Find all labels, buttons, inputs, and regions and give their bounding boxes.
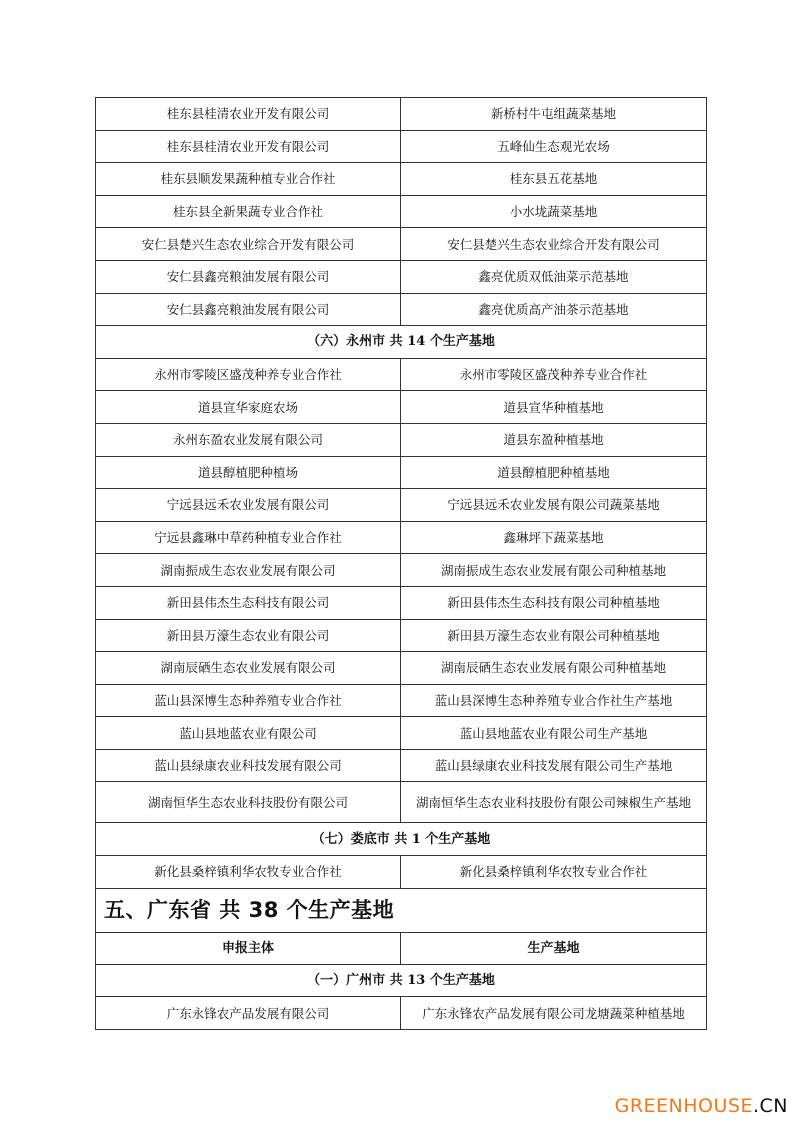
applicant-cell: 蓝山县地蓝农业有限公司 [96,717,401,750]
applicant-cell: 安仁县鑫亮粮油发展有限公司 [96,260,401,293]
table-row [96,521,707,554]
table-row [96,997,707,1030]
applicant-cell: 新化县桑梓镇利华农牧专业合作社 [96,856,401,889]
applicant-cell: 安仁县鑫亮粮油发展有限公司 [96,293,401,326]
applicant-cell: 蓝山县绿康农业科技发展有限公司 [96,749,401,782]
base-cell: 道县宣华种植基地 [401,391,707,424]
rows-top [96,98,707,326]
table-row [96,163,707,196]
base-cell: 湖南振成生态农业发展有限公司种植基地 [401,554,707,587]
applicant-cell: 桂东县全新果蔬专业合作社 [96,195,401,228]
base-cell: 湖南辰硒生态农业发展有限公司种植基地 [401,652,707,685]
table-row [96,856,707,889]
base-cell: 新田县万濠生态农业有限公司种植基地 [401,619,707,652]
base-cell: 鑫琳坪下蔬菜基地 [401,521,707,554]
loudi-section [96,823,707,888]
table-row [96,554,707,587]
table-row [96,98,707,131]
base-cell: 鑫亮优质双低油菜示范基地 [401,260,707,293]
base-cell: 五峰仙生态观光农场 [401,130,707,163]
column-header-row [96,932,707,964]
section-title: （七）娄底市 共 1 个生产基地 [96,823,707,856]
table-row [96,195,707,228]
table-row [96,717,707,750]
applicant-cell: 湖南恒华生态农业科技股份有限公司 [96,782,401,823]
applicant-cell: 湖南振成生态农业发展有限公司 [96,554,401,587]
base-cell: 新化县桑梓镇利华农牧专业合作社 [401,856,707,889]
table-row [96,619,707,652]
table-row [96,489,707,522]
table-row [96,228,707,261]
base-cell: 安仁县楚兴生态农业综合开发有限公司 [401,228,707,261]
table-row [96,684,707,717]
base-cell: 新田县伟杰生态科技有限公司种植基地 [401,586,707,619]
base-cell: 道县醇植肥种植基地 [401,456,707,489]
table-row [96,456,707,489]
applicant-cell: 蓝山县深博生态种养殖专业合作社 [96,684,401,717]
column-header-applicant: 申报主体 [96,932,401,964]
base-cell: 桂东县五花基地 [401,163,707,196]
table-row [96,358,707,391]
applicant-cell: 安仁县楚兴生态农业综合开发有限公司 [96,228,401,261]
table-row [96,293,707,326]
base-cell: 永州市零陵区盛茂种养专业合作社 [401,358,707,391]
base-cell: 蓝山县地蓝农业有限公司生产基地 [401,717,707,750]
base-cell: 鑫亮优质高产油茶示范基地 [401,293,707,326]
table-row [96,423,707,456]
yongzhou-section [96,326,707,823]
table-row [96,652,707,685]
table-row [96,260,707,293]
section-header-loudi [96,823,707,856]
column-header-base: 生产基地 [401,932,707,964]
base-cell: 广东永锋农产品发展有限公司龙塘蔬菜种植基地 [401,997,707,1030]
greenhouse-watermark [615,1095,788,1117]
table-row [96,586,707,619]
applicant-cell: 湖南辰硒生态农业发展有限公司 [96,652,401,685]
applicant-cell: 宁远县鑫琳中草药种植专业合作社 [96,521,401,554]
applicant-cell: 桂东县桂清农业开发有限公司 [96,130,401,163]
watermark-brand: GREENHOUSE [614,1095,753,1117]
province-header-guangdong [96,888,707,932]
watermark-tld: .CN [752,1095,788,1117]
applicant-cell: 新田县伟杰生态科技有限公司 [96,586,401,619]
table-row [96,130,707,163]
section-title: （六）永州市 共 14 个生产基地 [96,326,707,359]
table-row [96,749,707,782]
base-list-table [95,97,707,1030]
applicant-cell: 道县宣华家庭农场 [96,391,401,424]
applicant-cell: 桂东县桂清农业开发有限公司 [96,98,401,131]
base-cell: 蓝山县深博生态种养殖专业合作社生产基地 [401,684,707,717]
section-header-guangzhou [96,964,707,997]
base-cell: 道县东盈种植基地 [401,423,707,456]
applicant-cell: 永州市零陵区盛茂种养专业合作社 [96,358,401,391]
base-cell: 新桥村牛屯组蔬菜基地 [401,98,707,131]
applicant-cell: 宁远县远禾农业发展有限公司 [96,489,401,522]
section-header-yongzhou [96,326,707,359]
applicant-cell: 桂东县顺发果蔬种植专业合作社 [96,163,401,196]
applicant-cell: 永州东盈农业发展有限公司 [96,423,401,456]
applicant-cell: 广东永锋农产品发展有限公司 [96,997,401,1030]
applicant-cell: 新田县万濠生态农业有限公司 [96,619,401,652]
section-title: （一）广州市 共 13 个生产基地 [96,964,707,997]
base-cell: 宁远县远禾农业发展有限公司蔬菜基地 [401,489,707,522]
table-row [96,782,707,823]
base-cell: 蓝山县绿康农业科技发展有限公司生产基地 [401,749,707,782]
applicant-cell: 道县醇植肥种植场 [96,456,401,489]
province-title: 五、广东省 共 38 个生产基地 [96,888,707,932]
base-cell: 湖南恒华生态农业科技股份有限公司辣椒生产基地 [401,782,707,823]
table-row [96,391,707,424]
guangdong-section [96,888,707,1029]
base-cell: 小水垅蔬菜基地 [401,195,707,228]
